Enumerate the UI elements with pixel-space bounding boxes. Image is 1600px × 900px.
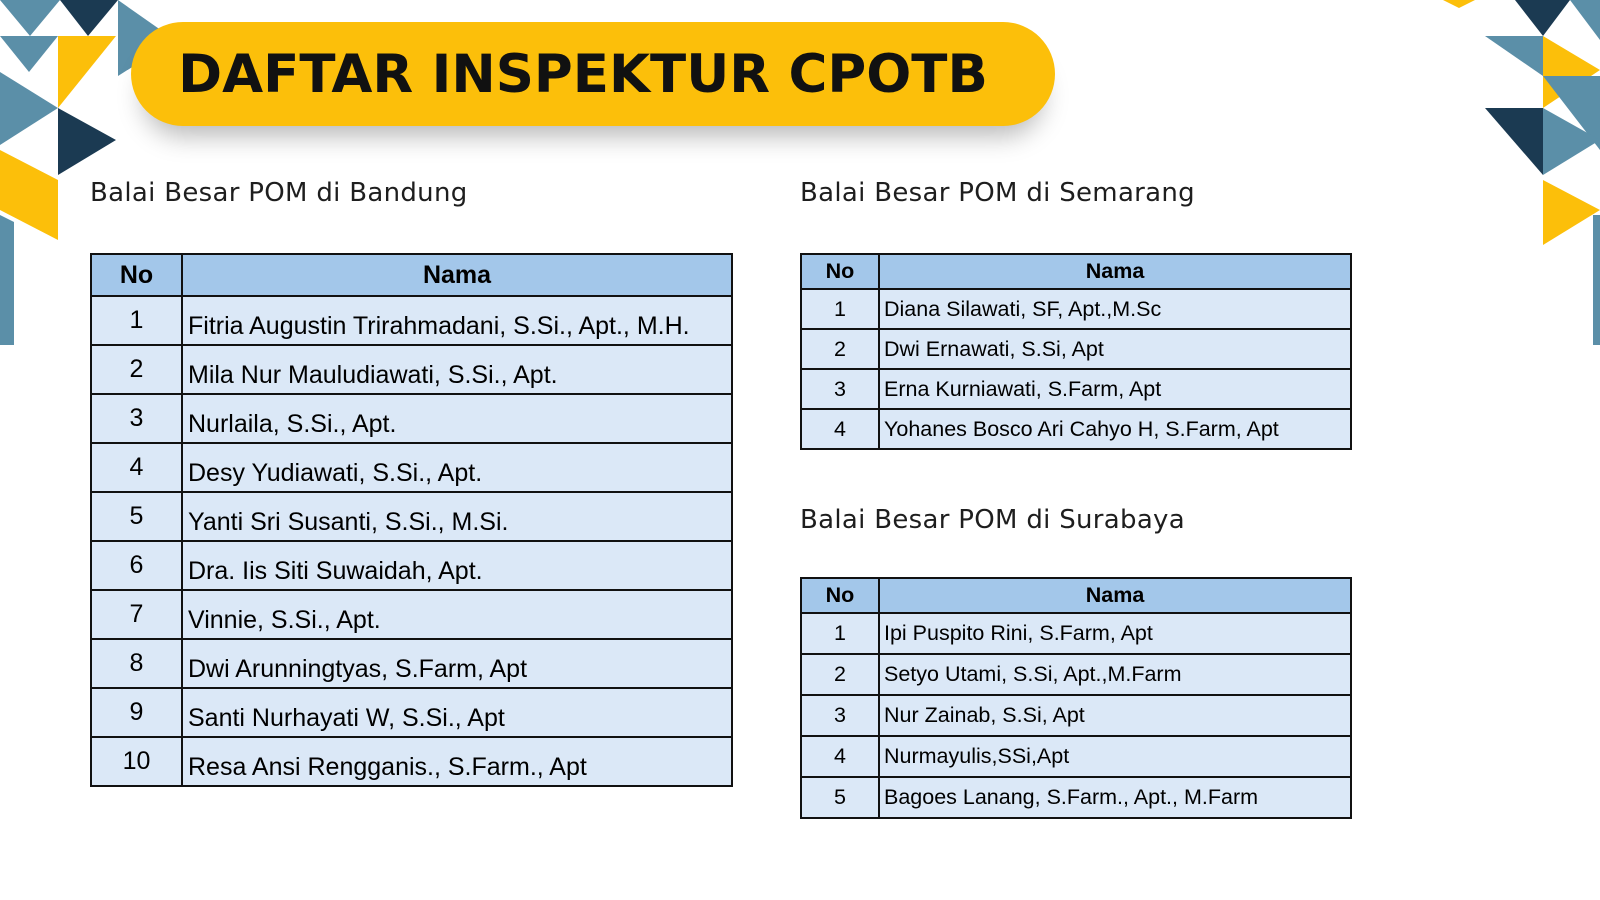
table-surabaya bbox=[800, 577, 1352, 819]
table-header-row bbox=[801, 578, 1351, 613]
column-header-nama: Nama bbox=[879, 578, 1351, 613]
cell-no: 2 bbox=[91, 345, 182, 394]
cell-nama: Yohanes Bosco Ari Cahyo H, S.Farm, Apt bbox=[879, 409, 1351, 449]
cell-nama: Dwi Ernawati, S.Si, Apt bbox=[879, 329, 1351, 369]
table-header-row bbox=[91, 254, 732, 296]
cell-no: 8 bbox=[91, 639, 182, 688]
section-title-surabaya: Balai Besar POM di Surabaya bbox=[800, 505, 1185, 535]
cell-no: 4 bbox=[91, 443, 182, 492]
cell-no: 4 bbox=[801, 409, 879, 449]
column-header-no: No bbox=[801, 578, 879, 613]
cell-nama: Nurlaila, S.Si., Apt. bbox=[182, 394, 732, 443]
cell-nama: Santi Nurhayati W, S.Si., Apt bbox=[182, 688, 732, 737]
section-title-semarang: Balai Besar POM di Semarang bbox=[800, 178, 1195, 208]
cell-nama: Vinnie, S.Si., Apt. bbox=[182, 590, 732, 639]
table-header-row bbox=[801, 254, 1351, 289]
cell-nama: Nurmayulis,SSi,Apt bbox=[879, 736, 1351, 777]
table-row bbox=[91, 345, 732, 394]
cell-nama: Diana Silawati, SF, Apt.,M.Sc bbox=[879, 289, 1351, 329]
cell-nama: Mila Nur Mauludiawati, S.Si., Apt. bbox=[182, 345, 732, 394]
table-row bbox=[801, 695, 1351, 736]
cell-nama: Fitria Augustin Trirahmadani, S.Si., Apt., M.H. bbox=[182, 296, 732, 345]
cell-nama: Bagoes Lanang, S.Farm., Apt., M.Farm bbox=[879, 777, 1351, 818]
cell-no: 2 bbox=[801, 329, 879, 369]
column-header-nama: Nama bbox=[182, 254, 732, 296]
table-row bbox=[91, 394, 732, 443]
table-row bbox=[801, 289, 1351, 329]
table-row bbox=[801, 369, 1351, 409]
title-banner bbox=[131, 22, 1055, 126]
cell-no: 7 bbox=[91, 590, 182, 639]
table-row bbox=[91, 541, 732, 590]
cell-no: 3 bbox=[91, 394, 182, 443]
column-header-no: No bbox=[801, 254, 879, 289]
column-header-no: No bbox=[91, 254, 182, 296]
cell-nama: Yanti Sri Susanti, S.Si., M.Si. bbox=[182, 492, 732, 541]
cell-nama: Setyo Utami, S.Si, Apt.,M.Farm bbox=[879, 654, 1351, 695]
cell-no: 9 bbox=[91, 688, 182, 737]
table-row bbox=[801, 736, 1351, 777]
cell-no: 1 bbox=[91, 296, 182, 345]
cell-no: 2 bbox=[801, 654, 879, 695]
right-triangle-decoration bbox=[1425, 0, 1600, 345]
cell-no: 5 bbox=[91, 492, 182, 541]
table-row bbox=[801, 409, 1351, 449]
table-semarang bbox=[800, 253, 1352, 450]
cell-nama: Nur Zainab, S.Si, Apt bbox=[879, 695, 1351, 736]
cell-no: 4 bbox=[801, 736, 879, 777]
table-bandung bbox=[90, 253, 733, 787]
table-row bbox=[91, 590, 732, 639]
table-row bbox=[801, 654, 1351, 695]
column-header-nama: Nama bbox=[879, 254, 1351, 289]
cell-no: 5 bbox=[801, 777, 879, 818]
cell-nama: Resa Ansi Rengganis., S.Farm., Apt bbox=[182, 737, 732, 786]
table-row bbox=[91, 492, 732, 541]
section-title-bandung: Balai Besar POM di Bandung bbox=[90, 178, 468, 208]
cell-no: 10 bbox=[91, 737, 182, 786]
cell-no: 6 bbox=[91, 541, 182, 590]
cell-nama: Desy Yudiawati, S.Si., Apt. bbox=[182, 443, 732, 492]
table-row bbox=[91, 639, 732, 688]
cell-nama: Ipi Puspito Rini, S.Farm, Apt bbox=[879, 613, 1351, 654]
cell-no: 3 bbox=[801, 695, 879, 736]
cell-nama: Dra. Iis Siti Suwaidah, Apt. bbox=[182, 541, 732, 590]
cell-no: 3 bbox=[801, 369, 879, 409]
table-row bbox=[91, 443, 732, 492]
cell-nama: Dwi Arunningtyas, S.Farm, Apt bbox=[182, 639, 732, 688]
table-row bbox=[801, 329, 1351, 369]
table-row bbox=[801, 777, 1351, 818]
table-row bbox=[91, 296, 732, 345]
cell-nama: Erna Kurniawati, S.Farm, Apt bbox=[879, 369, 1351, 409]
table-row bbox=[91, 737, 732, 786]
page-title: DAFTAR INSPEKTUR CPOTB bbox=[178, 43, 988, 105]
table-row bbox=[91, 688, 732, 737]
table-row bbox=[801, 613, 1351, 654]
cell-no: 1 bbox=[801, 613, 879, 654]
cell-no: 1 bbox=[801, 289, 879, 329]
